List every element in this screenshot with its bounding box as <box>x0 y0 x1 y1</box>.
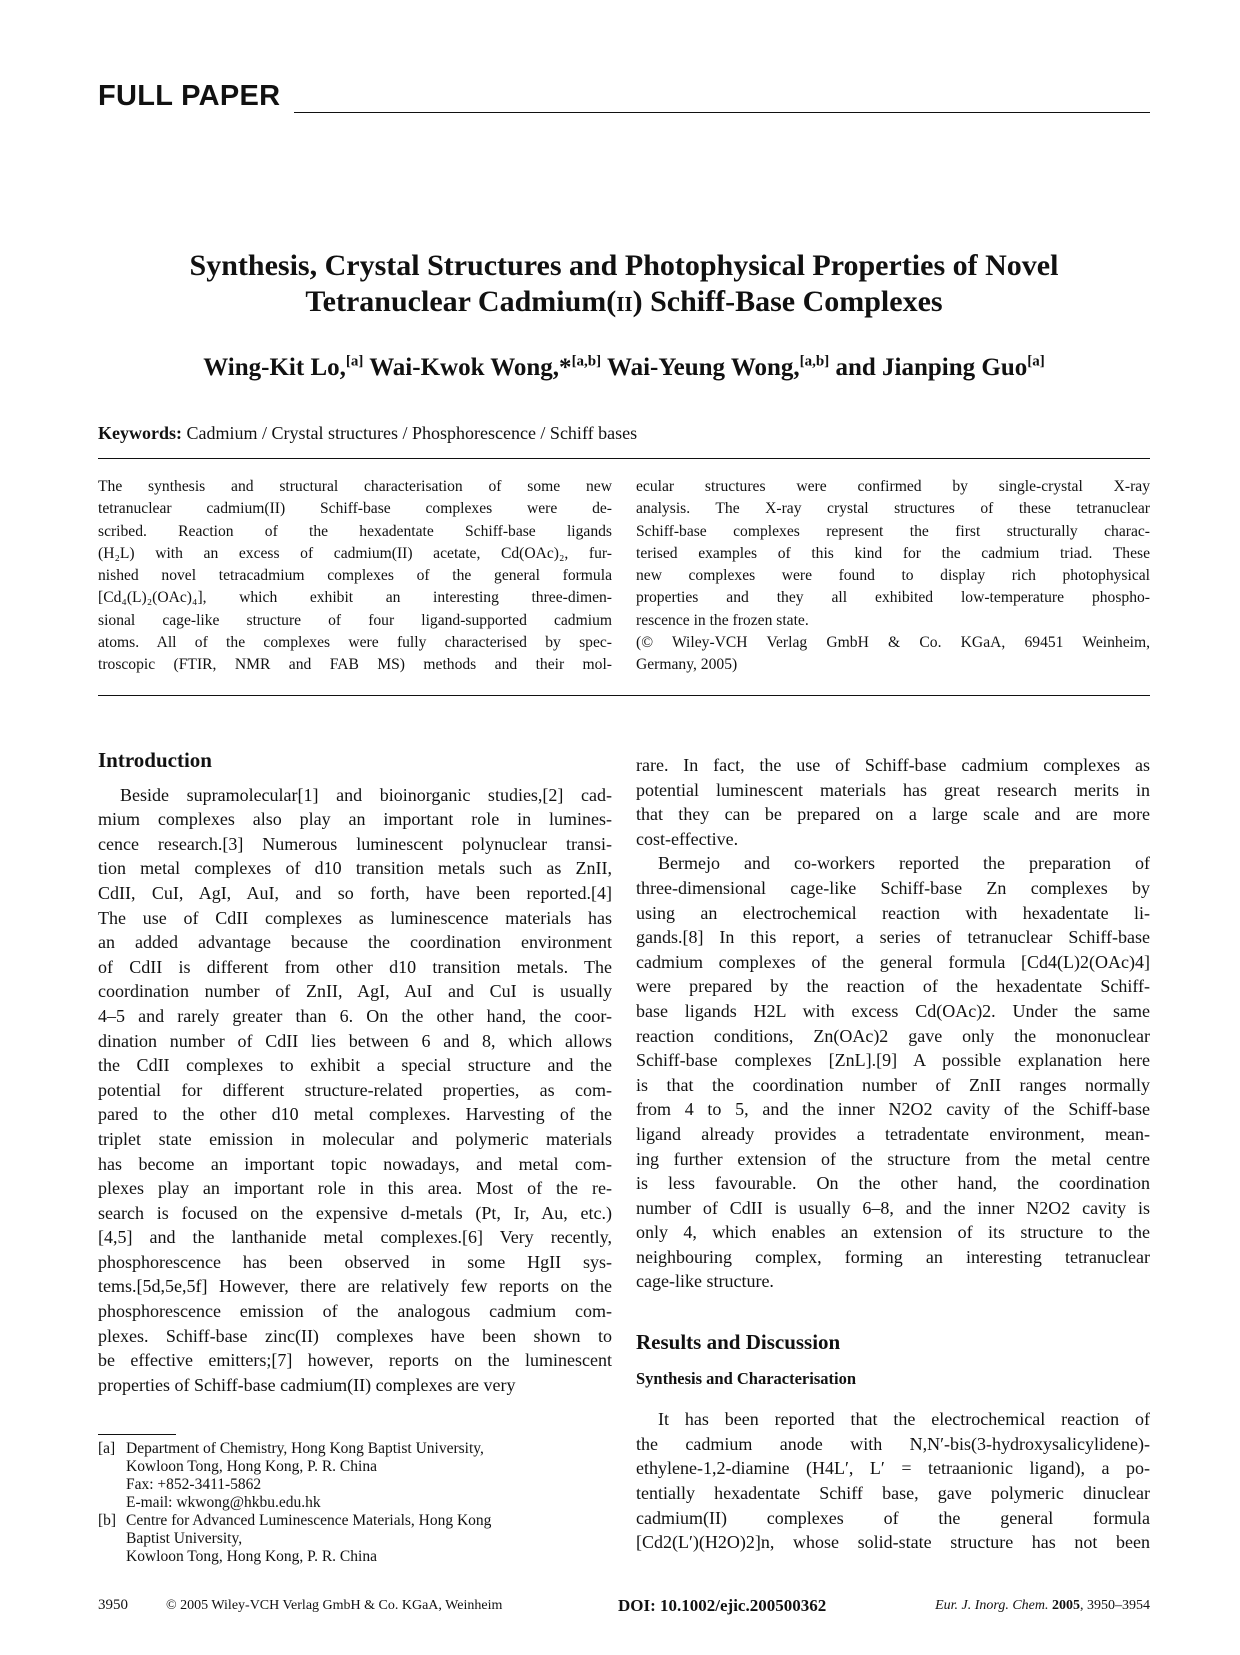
author: Wai-Kwok Wong,*[a,b] <box>369 353 602 381</box>
keywords-label: Keywords: <box>98 423 182 443</box>
keywords-text: Cadmium / Crystal structures / Phosphorescence / Schiff bases <box>186 423 638 443</box>
footnote-rule <box>98 1434 176 1435</box>
journal-citation: Eur. J. Inorg. Chem. 2005, 3950–3954 <box>935 1598 1150 1613</box>
paragraph: It has been reported that the electrochemical reaction of the cadmium anode with N,N′-bis(3-hydroxysalicylidene)- ethylene-1,2-diamine (H4L′, L′ = tetraanionic ligand), a po- tentially hexadentate Schiff base, gave polymeric dinuclear cadmium(II) complexes of the general formula [Cd2(L′)(H2O)2]n, whose solid-state structure has not been <box>636 1409 1150 1553</box>
synthesis-subheading: Synthesis and Characterisation <box>636 1368 857 1388</box>
author: Wai-Yeung Wong,[a,b] <box>606 353 830 381</box>
title-line-1: Synthesis, Crystal Structures and Photophysical Properties of Novel <box>189 249 1059 282</box>
author: and Jianping Guo[a] <box>835 353 1045 381</box>
page-number: 3950 <box>98 1597 128 1613</box>
author: Wing-Kit Lo,[a] <box>203 353 364 381</box>
page-footer <box>98 1597 1150 1619</box>
author-list <box>98 354 1150 382</box>
abstract-top-rule <box>98 458 1150 459</box>
abstract-left: The synthesis and structural characterisation of some new tetranuclear cadmium(II) Schiff-base complexes were de- scribed. Reaction of the hexadentate Schiff-base ligands (H₂L) with an excess of cadmium(II) acetate, Cd(OAc)₂, fur- nished novel tetracadmium complexes of the general formula [Cd₄(L)₂(OAc)₄], which exhibit an interesting three-dimen- sional cage-like structure of four ligand-supported cadmium atoms. All of the complexes were fully characterised by spec- troscopic (FTIR, NMR and FAB MS) methods and their mol- <box>98 478 612 674</box>
title-line-2: Tetranuclear Cadmium(ii) Schiff-Base Complexes <box>305 285 943 318</box>
running-header <box>98 80 1150 116</box>
paragraph: rare. In fact, the use of Schiff-base cadmium complexes as potential luminescent materials has great research merits in that they can be prepared on a large scale and are more cost-effective. <box>636 755 1150 849</box>
abstract-bottom-rule <box>98 695 1150 696</box>
doi[interactable]: DOI: 10.1002/ejic.200500362 <box>618 1596 827 1615</box>
header-rule <box>294 112 1150 113</box>
paragraph: Bermejo and co-workers reported the preparation of three-dimensional cage-like Schiff-base Zn complexes by using an electrochemical reaction with hexadentate li- gands.[8] In this report, a series of tetranuclear Schiff-base cadmium complexes of the general formula [Cd4(L)2(OAc)4] were prepared by the reaction of the hexadentate Schiff- base ligands H2L with excess Cd(OAc)2. Under the same reaction conditions, Zn(OAc)2 gave only the mononuclear Schiff-base complexes [ZnL].[9] A possible explanation here is that the coordination number of ZnII ranges normally from 4 to 5, and the inner N2O2 cavity of the Schiff-base ligand already provides a tetradentate environment, mean- ing further extension of the structure from the metal centre is less favourable. On the other hand, the coordination number of CdII is usually 6–8, and the inner N2O2 cavity is only 4, which enables an extension of its structure to the neighbouring complex, forming an interesting tetranuclear cage-like structure. <box>636 853 1150 1292</box>
section-label: FULL PAPER <box>98 80 281 112</box>
keywords <box>98 423 637 444</box>
introduction-section <box>98 748 612 1397</box>
right-column <box>636 753 1150 1555</box>
footnote-b: [b] Centre for Advanced Luminescence Materials, Hong Kong Baptist University, Kowloon Tong, Hong Kong, P. R. China <box>98 1512 492 1565</box>
abstract-right: ecular structures were confirmed by single-crystal X-ray analysis. The X-ray crystal structures of these tetranuclear Schiff-base complexes represent the first structurally charac- terised examples of this kind for the cadmium triad. These new complexes were found to display rich photophysical properties and they all exhibited low-temperature phospho- rescence in the frozen state. (© Wiley-VCH Verlag GmbH & Co. KGaA, 69451 Weinheim, Germany, 2005) <box>636 478 1150 674</box>
affiliation-footnotes <box>98 1440 612 1566</box>
introduction-heading: Introduction <box>98 748 212 772</box>
copyright: © 2005 Wiley-VCH Verlag GmbH & Co. KGaA, Weinheim <box>166 1598 503 1613</box>
paper-title <box>98 248 1150 320</box>
introduction-text: Beside supramolecular[1] and bioinorganic studies,[2] cad- mium complexes also play an important role in lumines- cence research.[3] Numerous luminescent polynuclear transi- tion metal complexes of d10 transition metals such as ZnII, CdII, CuI, AgI, AuI, and so forth, have been reported.[4] The use of CdII complexes as luminescence materials has an added advantage because the coordination environment of CdII is different from other d10 transition metals. The coordination number of ZnII, AgI, AuI and CuI is usually 4–5 and rarely greater than 6. On the other hand, the coor- dination number of CdII lies between 6 and 8, which allows the CdII complexes to exhibit a special structure and the potential for different structure-related properties, as com- pared to the other d10 metal complexes. Harvesting of the triplet state emission in molecular and polymeric materials has become an important topic nowadays, and metal com- plexes play an important role in this area. Most of the re- search is focused on the expensive d-metals (Pt, Ir, Au, etc.) [4,5] and the lanthanide metal complexes.[6] Very recently, phosphorescence has been observed in some HgII sys- tems.[5d,5e,5f] However, there are relatively few reports on the phosphorescence emission of the analogous cadmium com- plexes. Schiff-base zinc(II) complexes have been shown to be effective emitters;[7] however, reports on the luminescent properties of Schiff-base cadmium(II) complexes are very <box>98 784 612 1395</box>
footnote-a: [a] Department of Chemistry, Hong Kong Baptist University, Kowloon Tong, Hong Kong, P. R. China Fax: +852-3411-5862 E-mail: wkwong@hkbu.edu.hk <box>98 1440 484 1511</box>
results-heading: Results and Discussion <box>636 1330 841 1355</box>
